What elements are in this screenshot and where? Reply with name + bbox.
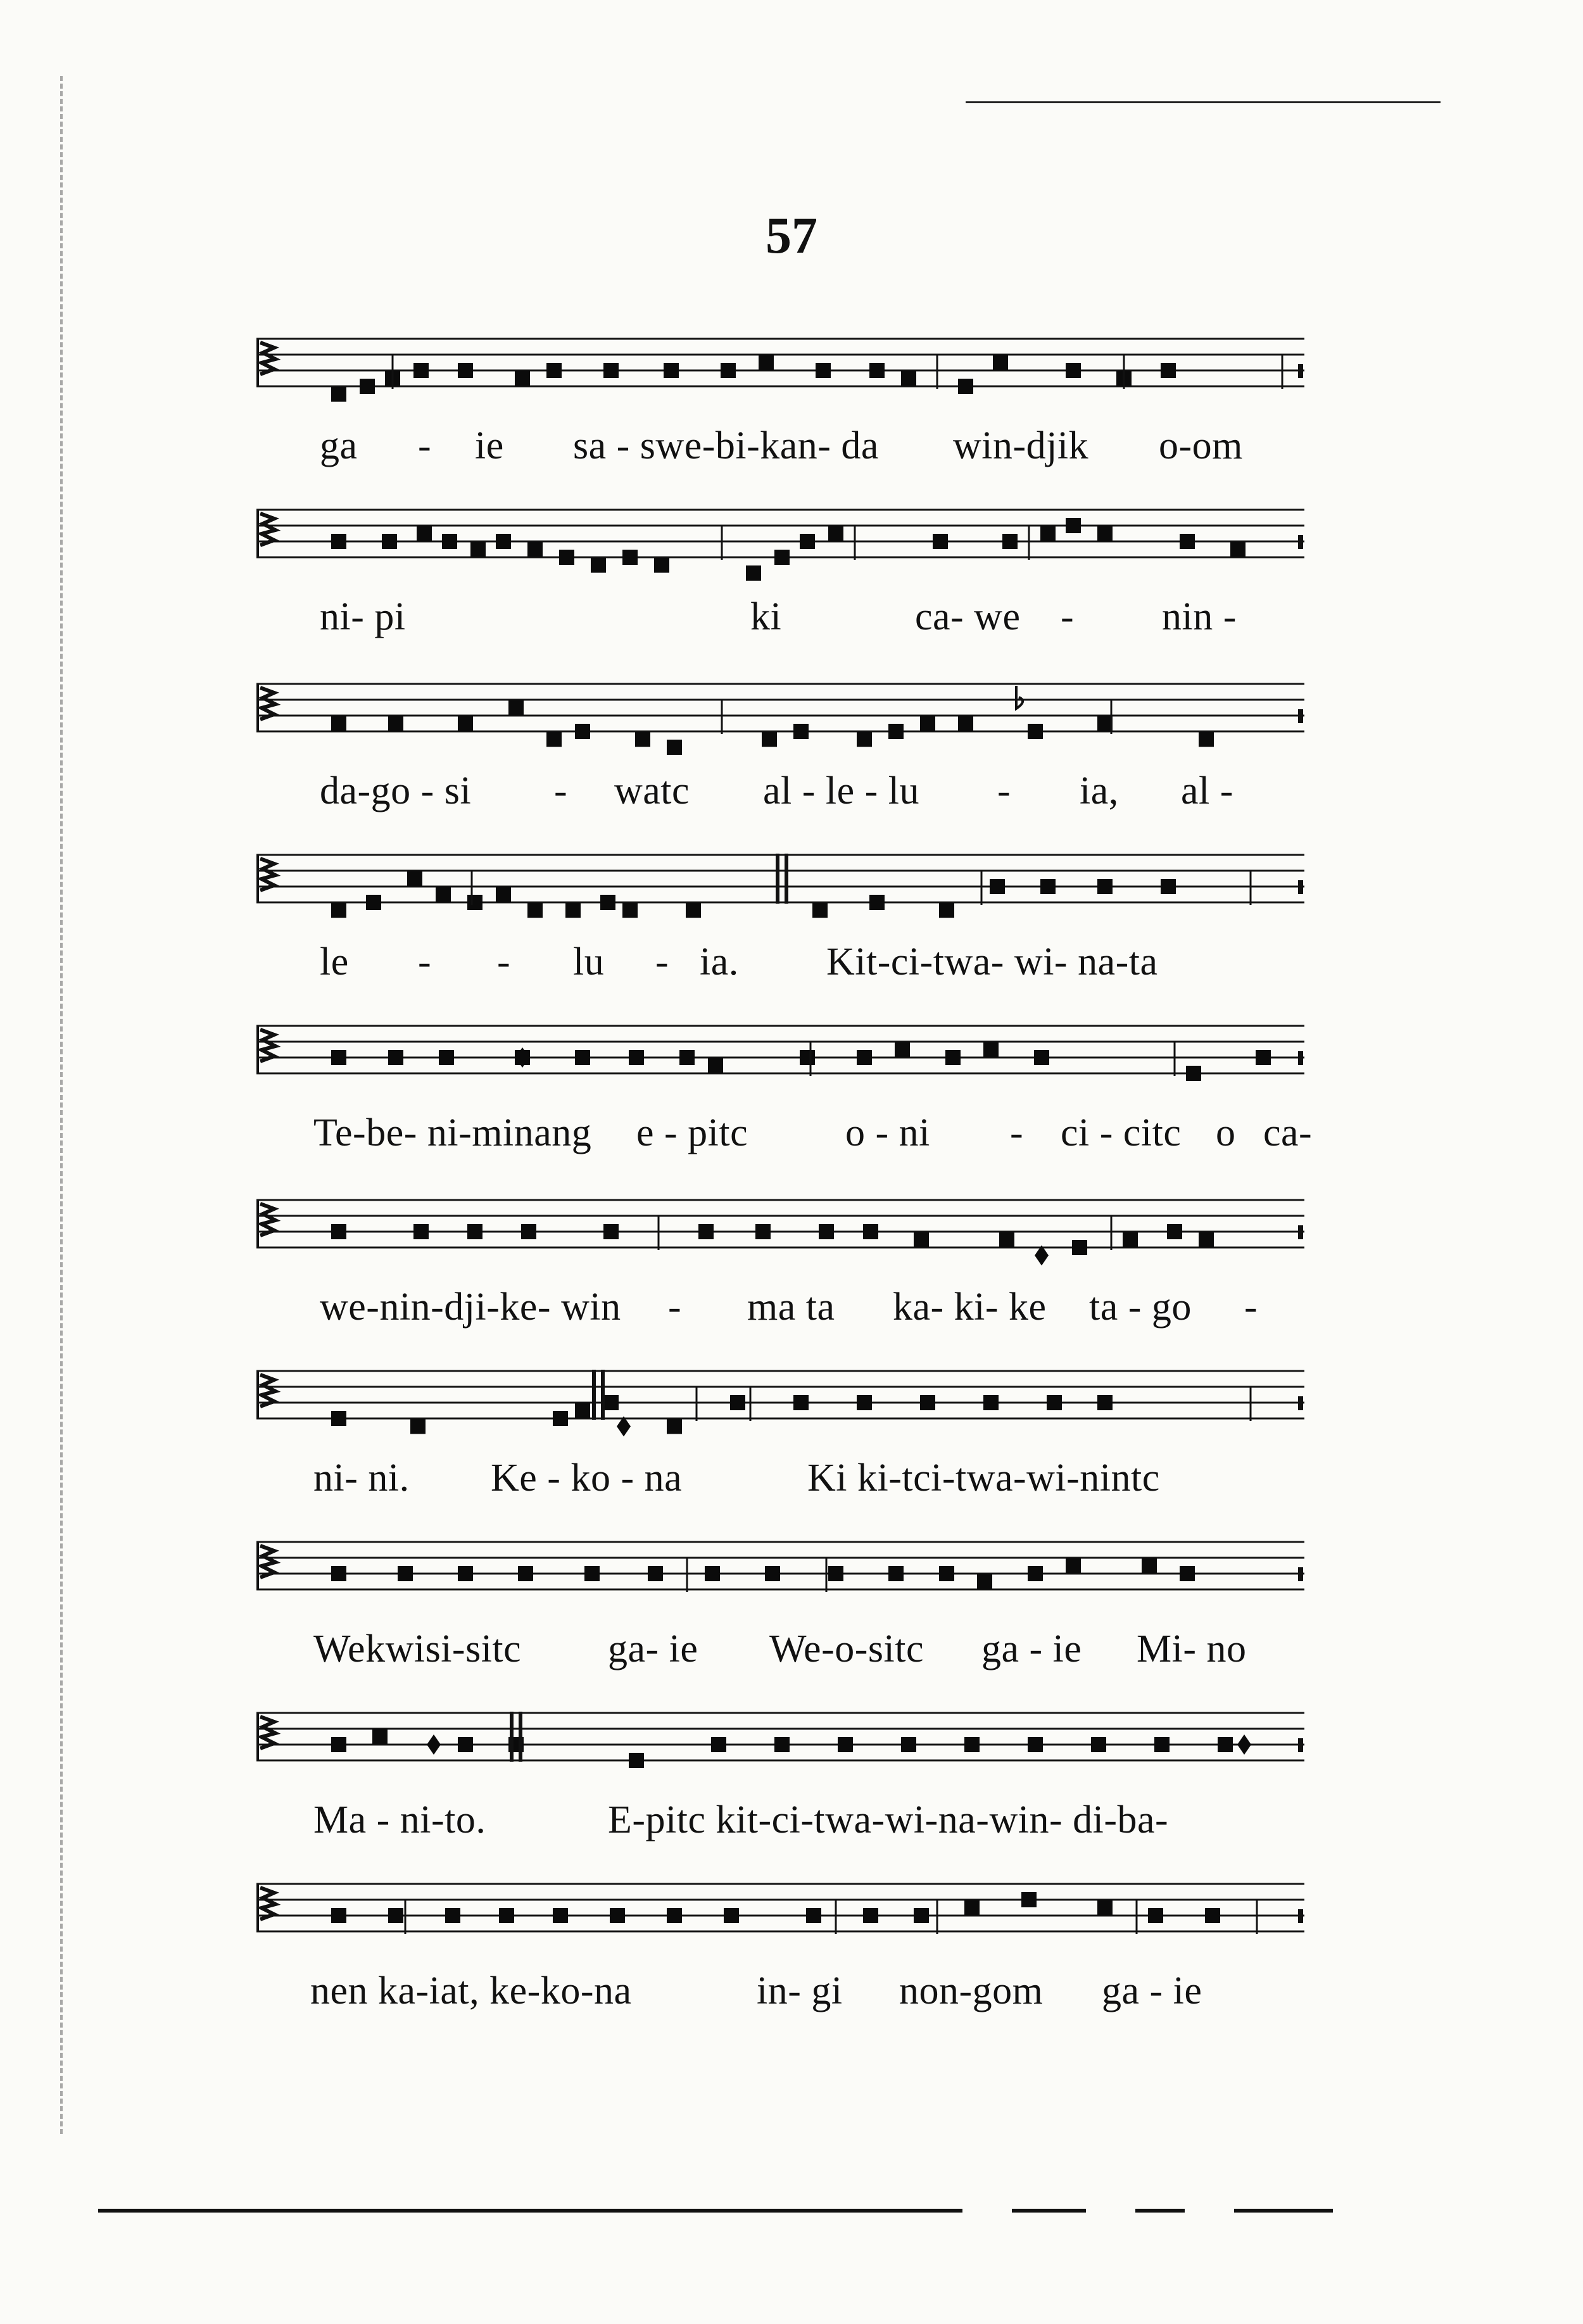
punctum-neume [958, 716, 973, 731]
lyric-line [256, 1629, 1304, 1693]
punctum-neume [467, 1224, 482, 1239]
lyric-syllable: We-o-sitc [769, 1627, 924, 1670]
punctum-neume [331, 534, 346, 549]
staff [256, 329, 1304, 408]
punctum-neume [553, 1411, 568, 1426]
lyric-syllable: non-gom [899, 1969, 1044, 2012]
punctum-neume [553, 1908, 568, 1923]
punctum-neume [964, 1900, 980, 1916]
staff [256, 500, 1304, 579]
lyric-syllable: ga [320, 424, 358, 467]
lyric-line [256, 942, 1304, 1006]
punctum-neume [1205, 1908, 1220, 1923]
lyric-line [256, 1971, 1304, 2035]
lyric-syllable: - [1061, 595, 1075, 638]
lyric-syllable: le [320, 940, 349, 983]
lyric-line [256, 1111, 1313, 1177]
punctum-neume [648, 1566, 663, 1581]
staff-svg [256, 674, 1304, 754]
punctum-neume [1199, 732, 1214, 747]
lyric-line [256, 597, 1304, 660]
punctum-neume [527, 903, 543, 918]
punctum-neume [1097, 879, 1113, 894]
punctum-neume [939, 903, 954, 918]
punctum-neume [515, 371, 530, 386]
lyric-syllable: Ke - ko - na [491, 1456, 683, 1500]
custos-mark [1298, 880, 1303, 894]
chant-system [256, 674, 1304, 835]
punctum-neume [945, 1050, 961, 1065]
lyric-syllable: ka- ki- ke [893, 1285, 1047, 1329]
punctum-neume [603, 1395, 619, 1410]
punctum-neume [388, 716, 403, 731]
punctum-neume [901, 371, 916, 386]
lyric-syllable: ta - go [1089, 1285, 1192, 1329]
staff-svg [256, 1190, 1304, 1270]
punctum-neume [1040, 526, 1056, 541]
lyric-syllable: Mi- no [1137, 1627, 1247, 1670]
punctum-neume [774, 550, 790, 565]
chant-system [256, 1190, 1304, 1351]
punctum-neume [993, 355, 1008, 370]
punctum-neume [654, 558, 669, 573]
lyric-syllable: we-nin-dji-ke- win [320, 1285, 621, 1329]
chant-system [256, 1703, 1304, 1864]
punctum-neume [828, 526, 843, 541]
lyric-syllable: ia, [1080, 769, 1119, 812]
lyric-syllable: ki [750, 595, 782, 638]
punctum-neume [413, 1224, 429, 1239]
punctum-neume [800, 1050, 815, 1065]
punctum-neume [445, 1908, 460, 1923]
punctum-neume [793, 724, 809, 739]
punctum-neume [914, 1232, 929, 1247]
rhombus-neume [427, 1734, 441, 1755]
punctum-neume [857, 1395, 872, 1410]
punctum-neume [705, 1566, 720, 1581]
punctum-neume [331, 1908, 346, 1923]
punctum-neume [999, 1232, 1014, 1247]
punctum-neume [1097, 716, 1113, 731]
punctum-neume [724, 1908, 739, 1923]
custos-mark [1298, 1051, 1303, 1065]
staff-svg [256, 500, 1304, 579]
punctum-neume [629, 1753, 644, 1768]
punctum-neume [869, 363, 885, 378]
lyric-syllable: ia. [700, 940, 739, 983]
punctum-neume [331, 1411, 346, 1426]
punctum-neume [546, 363, 562, 378]
lyric-syllable: - [668, 1285, 682, 1329]
punctum-neume [603, 363, 619, 378]
punctum-neume [857, 732, 872, 747]
punctum-neume [1034, 1050, 1049, 1065]
punctum-neume [869, 895, 885, 910]
lyric-syllable: ga - ie [981, 1627, 1082, 1670]
lyric-line [256, 1458, 1304, 1522]
lyric-syllable: E-pitc kit-ci-twa-wi-na-win- di-ba- [608, 1798, 1169, 1841]
punctum-neume [863, 1224, 878, 1239]
punctum-neume [518, 1566, 533, 1581]
punctum-neume [458, 1737, 473, 1752]
punctum-neume [417, 526, 432, 541]
custos-mark [1298, 1909, 1303, 1923]
punctum-neume [366, 895, 381, 910]
punctum-neume [863, 1908, 878, 1923]
punctum-neume [721, 363, 736, 378]
punctum-neume [664, 363, 679, 378]
staff-svg [256, 1874, 1304, 1954]
chant-system [256, 329, 1304, 489]
punctum-neume [1218, 1737, 1233, 1752]
punctum-neume [1047, 1395, 1062, 1410]
punctum-neume [559, 550, 574, 565]
binding-margin-marks [60, 76, 88, 2134]
lyric-line [256, 426, 1304, 489]
punctum-neume [765, 1566, 780, 1581]
punctum-neume [888, 1566, 904, 1581]
punctum-neume [679, 1050, 695, 1065]
punctum-neume [1040, 879, 1056, 894]
staff-svg [256, 1532, 1304, 1612]
chant-system [256, 1874, 1304, 2035]
punctum-neume [600, 895, 615, 910]
lyric-syllable: o [1216, 1111, 1236, 1154]
punctum-neume [667, 1908, 682, 1923]
lyric-syllable: - [497, 940, 511, 983]
punctum-neume [407, 871, 422, 887]
punctum-neume [1186, 1066, 1201, 1081]
punctum-neume [331, 387, 346, 402]
lyric-syllable: nen ka-iat, ke-ko-na [310, 1969, 632, 2012]
lyric-syllable: Wekwisi-sitc [313, 1627, 522, 1670]
lyric-line [256, 771, 1304, 835]
punctum-neume [610, 1908, 625, 1923]
punctum-neume [759, 355, 774, 370]
punctum-neume [857, 1050, 872, 1065]
punctum-neume [1256, 1050, 1271, 1065]
punctum-neume [746, 565, 761, 581]
lyric-syllable: ie [475, 424, 504, 467]
lyric-syllable: - [554, 769, 568, 812]
staff-svg [256, 845, 1304, 925]
punctum-neume [442, 534, 457, 549]
punctum-neume [331, 1566, 346, 1581]
lyric-syllable: in- gi [757, 1969, 843, 2012]
punctum-neume [458, 363, 473, 378]
lyric-line [256, 1800, 1304, 1864]
punctum-neume [1097, 1395, 1113, 1410]
punctum-neume [711, 1737, 726, 1752]
punctum-neume [806, 1908, 821, 1923]
footer-rule [98, 2209, 1333, 2213]
punctum-neume [439, 1050, 454, 1065]
lyric-syllable: - [997, 769, 1011, 812]
punctum-neume [895, 1042, 910, 1058]
lyric-syllable: ci - citc [1061, 1111, 1182, 1154]
lyric-syllable: al - [1181, 769, 1233, 812]
staff [256, 845, 1304, 925]
lyric-syllable: al - le - lu [763, 769, 920, 812]
punctum-neume [1180, 534, 1195, 549]
lyric-syllable: win-djik [953, 424, 1089, 467]
punctum-neume [591, 558, 606, 573]
punctum-neume [496, 534, 511, 549]
punctum-neume [331, 903, 346, 918]
lyric-syllable: nin - [1162, 595, 1237, 638]
punctum-neume [901, 1737, 916, 1752]
lyric-syllable: watc [614, 769, 690, 812]
custos-mark [1298, 535, 1303, 549]
punctum-neume [565, 903, 581, 918]
punctum-neume [667, 1419, 682, 1434]
flat-sign-icon [1016, 686, 1023, 709]
punctum-neume [838, 1737, 853, 1752]
punctum-neume [1091, 1737, 1106, 1752]
custos-mark [1298, 1225, 1303, 1239]
staff [256, 1874, 1304, 1954]
punctum-neume [575, 724, 590, 739]
punctum-neume [1021, 1892, 1037, 1907]
punctum-neume [331, 716, 346, 731]
punctum-neume [828, 1566, 843, 1581]
punctum-neume [436, 887, 451, 902]
punctum-neume [496, 887, 511, 902]
punctum-neume [819, 1224, 834, 1239]
punctum-neume [939, 1566, 954, 1581]
punctum-neume [388, 1908, 403, 1923]
lyric-syllable: o-om [1159, 424, 1243, 467]
punctum-neume [1028, 1737, 1043, 1752]
staff-svg [256, 1703, 1304, 1783]
custos-mark [1298, 1396, 1303, 1410]
punctum-neume [458, 1566, 473, 1581]
punctum-neume [1180, 1566, 1195, 1581]
header-rule [966, 101, 1441, 103]
punctum-neume [920, 1395, 935, 1410]
punctum-neume [584, 1566, 600, 1581]
punctum-neume [888, 724, 904, 739]
lyric-syllable: ni- ni. [313, 1456, 410, 1500]
punctum-neume [1097, 1900, 1113, 1916]
punctum-neume [622, 903, 638, 918]
staff [256, 674, 1304, 754]
punctum-neume [1230, 542, 1246, 557]
staff [256, 1361, 1304, 1441]
lyric-syllable: - [418, 424, 432, 467]
lyric-syllable: ga- ie [608, 1627, 698, 1670]
punctum-neume [603, 1224, 619, 1239]
chant-system [256, 845, 1304, 1006]
punctum-neume [467, 895, 482, 910]
punctum-neume [812, 903, 828, 918]
page-number: 57 [766, 206, 817, 264]
custos-mark [1298, 1567, 1303, 1581]
lyric-syllable: ca- [1263, 1111, 1313, 1154]
lyric-line [256, 1287, 1304, 1351]
custos-mark [1298, 1738, 1303, 1752]
punctum-neume [964, 1737, 980, 1752]
lyric-syllable: e - pitc [636, 1111, 748, 1154]
staff [256, 1532, 1304, 1612]
punctum-neume [372, 1729, 388, 1745]
punctum-neume [499, 1908, 514, 1923]
custos-mark [1298, 709, 1303, 723]
punctum-neume [708, 1058, 723, 1073]
punctum-neume [1154, 1737, 1170, 1752]
staff-svg [256, 1361, 1304, 1441]
punctum-neume [1199, 1232, 1214, 1247]
lyric-syllable: - [418, 940, 432, 983]
punctum-neume [410, 1419, 426, 1434]
punctum-neume [983, 1395, 999, 1410]
punctum-neume [382, 534, 397, 549]
punctum-neume [793, 1395, 809, 1410]
punctum-neume [1066, 518, 1081, 533]
punctum-neume [730, 1395, 745, 1410]
punctum-neume [1002, 534, 1018, 549]
lyric-syllable: - [1244, 1285, 1258, 1329]
punctum-neume [331, 1224, 346, 1239]
staff [256, 1703, 1304, 1783]
staff [256, 1016, 1304, 1096]
punctum-neume [920, 716, 935, 731]
punctum-neume [331, 1737, 346, 1752]
punctum-neume [800, 534, 815, 549]
punctum-neume [762, 732, 777, 747]
punctum-neume [1161, 879, 1176, 894]
punctum-neume [1066, 1558, 1081, 1574]
staff-svg [256, 1016, 1304, 1096]
lyric-syllable: Te-be- ni-minang [313, 1111, 592, 1154]
punctum-neume [933, 534, 948, 549]
chant-system [256, 1361, 1304, 1522]
punctum-neume [458, 716, 473, 731]
punctum-neume [990, 879, 1005, 894]
punctum-neume [1161, 363, 1176, 378]
punctum-neume [1097, 526, 1113, 541]
punctum-neume [1142, 1558, 1157, 1574]
lyric-syllable: ma ta [747, 1285, 835, 1329]
lyric-syllable: da-go - si [320, 769, 472, 812]
punctum-neume [575, 1403, 590, 1418]
punctum-neume [958, 379, 973, 394]
punctum-neume [575, 1050, 590, 1065]
chant-system [256, 1016, 1313, 1177]
punctum-neume [546, 732, 562, 747]
punctum-neume [816, 363, 831, 378]
punctum-neume [686, 903, 701, 918]
punctum-neume [1072, 1240, 1087, 1255]
punctum-neume [388, 1050, 403, 1065]
punctum-neume [698, 1224, 714, 1239]
punctum-neume [667, 740, 682, 755]
punctum-neume [977, 1574, 992, 1589]
punctum-neume [360, 379, 375, 394]
chant-system [256, 500, 1304, 660]
lyric-syllable: ca- we [915, 595, 1021, 638]
punctum-neume [1066, 363, 1081, 378]
punctum-neume [1148, 1908, 1163, 1923]
lyric-syllable: Kit-ci-twa- wi- na-ta [826, 940, 1158, 983]
custos-mark [1298, 364, 1303, 378]
lyric-syllable: ni- pi [320, 595, 406, 638]
staff [256, 1190, 1304, 1270]
punctum-neume [470, 542, 486, 557]
punctum-neume [508, 700, 524, 716]
punctum-neume [1028, 724, 1043, 739]
lyric-syllable: - [655, 940, 669, 983]
punctum-neume [622, 550, 638, 565]
punctum-neume [914, 1908, 929, 1923]
punctum-neume [983, 1042, 999, 1058]
staff-svg [256, 329, 1304, 408]
lyric-syllable: ga - ie [1102, 1969, 1202, 2012]
punctum-neume [629, 1050, 644, 1065]
rhombus-neume [1237, 1734, 1251, 1755]
punctum-neume [413, 363, 429, 378]
punctum-neume [1028, 1566, 1043, 1581]
lyric-syllable: Ki ki-tci-twa-wi-nintc [807, 1456, 1160, 1500]
punctum-neume [331, 1050, 346, 1065]
punctum-neume [774, 1737, 790, 1752]
lyric-syllable: - [1010, 1111, 1024, 1154]
punctum-neume [755, 1224, 771, 1239]
punctum-neume [521, 1224, 536, 1239]
punctum-neume [635, 732, 650, 747]
punctum-neume [1167, 1224, 1182, 1239]
lyric-syllable: lu [573, 940, 605, 983]
chant-system [256, 1532, 1304, 1693]
punctum-neume [398, 1566, 413, 1581]
lyric-syllable: Ma - ni-to. [313, 1798, 486, 1841]
lyric-syllable: sa - swe-bi-kan- da [573, 424, 879, 467]
punctum-neume [1123, 1232, 1138, 1247]
punctum-neume [527, 542, 543, 557]
lyric-syllable: o - ni [845, 1111, 930, 1154]
